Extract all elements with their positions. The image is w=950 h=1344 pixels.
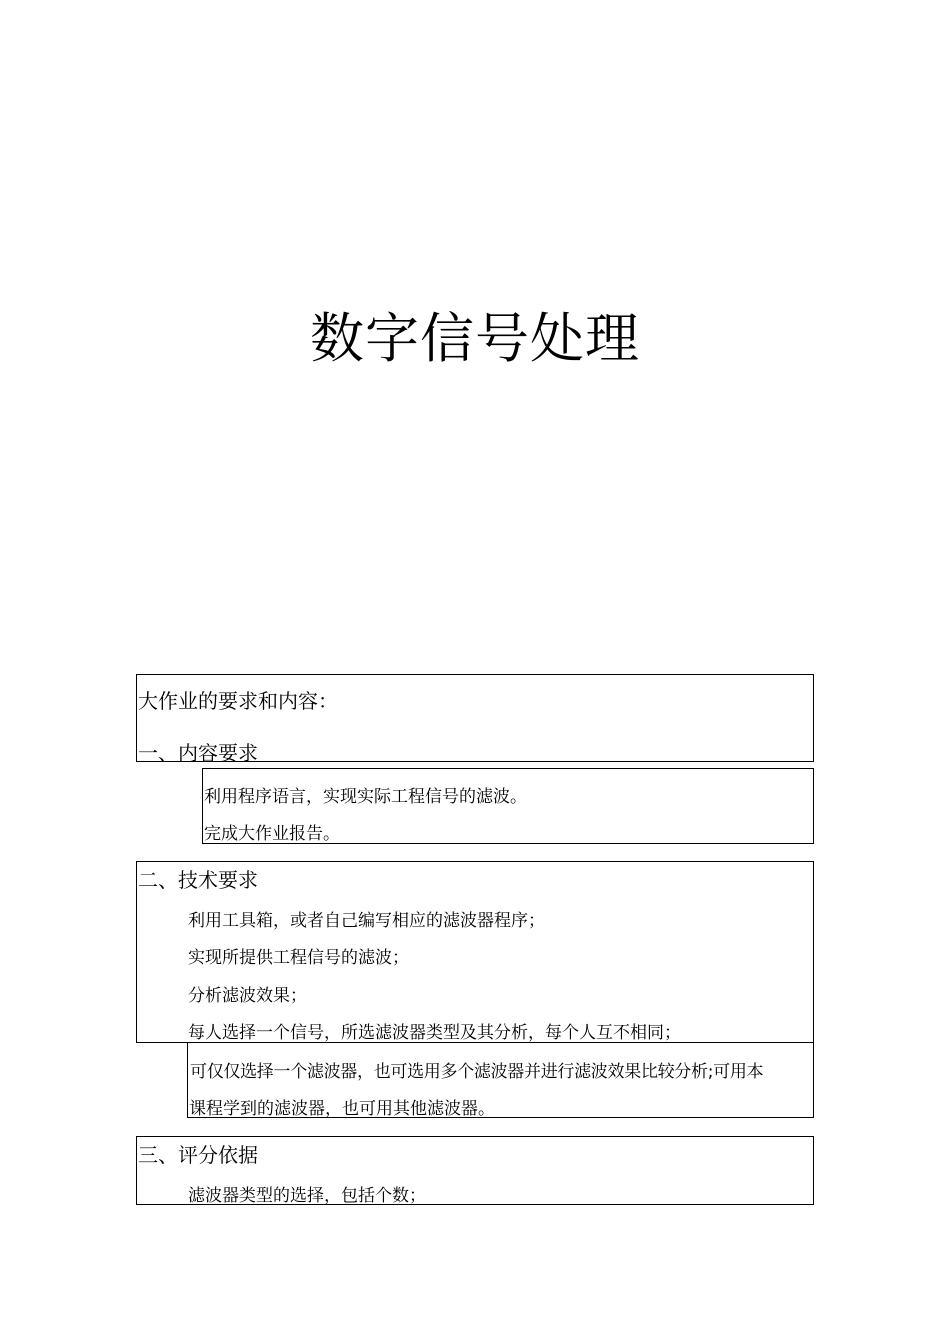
section3-box [136,1136,814,1205]
section2-box [136,861,814,1043]
section3-heading: 三、评分依据 [138,1143,258,1167]
section2-note-box [187,1042,814,1118]
section2-heading: 二、技术要求 [138,868,258,892]
section2-note-line: 课程学到的滤波器，也可用其他滤波器。 [189,1099,495,1119]
section1-item: 利用程序语言，实现实际工程信号的滤波。 [204,787,527,807]
document-title: 数字信号处理 [310,307,640,370]
section2-item: 分析滤波效果； [188,986,307,1006]
section2-item: 实现所提供工程信号的滤波； [188,948,409,968]
section2-item: 利用工具箱，或者自己编写相应的滤波器程序； [188,911,545,931]
section2-note-line: 可仅仅选择一个滤波器，也可选用多个滤波器并进行滤波效果比较分析;可用本 [190,1062,764,1082]
section1-item: 完成大作业报告。 [204,824,340,844]
section2-item: 每人选择一个信号，所选滤波器类型及其分析，每个人互不相同； [188,1023,681,1043]
intro-text: 大作业的要求和内容： [138,689,338,713]
section3-item: 滤波器类型的选择，包括个数； [188,1186,426,1206]
intro-box [136,674,814,765]
section1-items-box [202,768,814,844]
section1-heading: 一、内容要求 [138,741,258,765]
